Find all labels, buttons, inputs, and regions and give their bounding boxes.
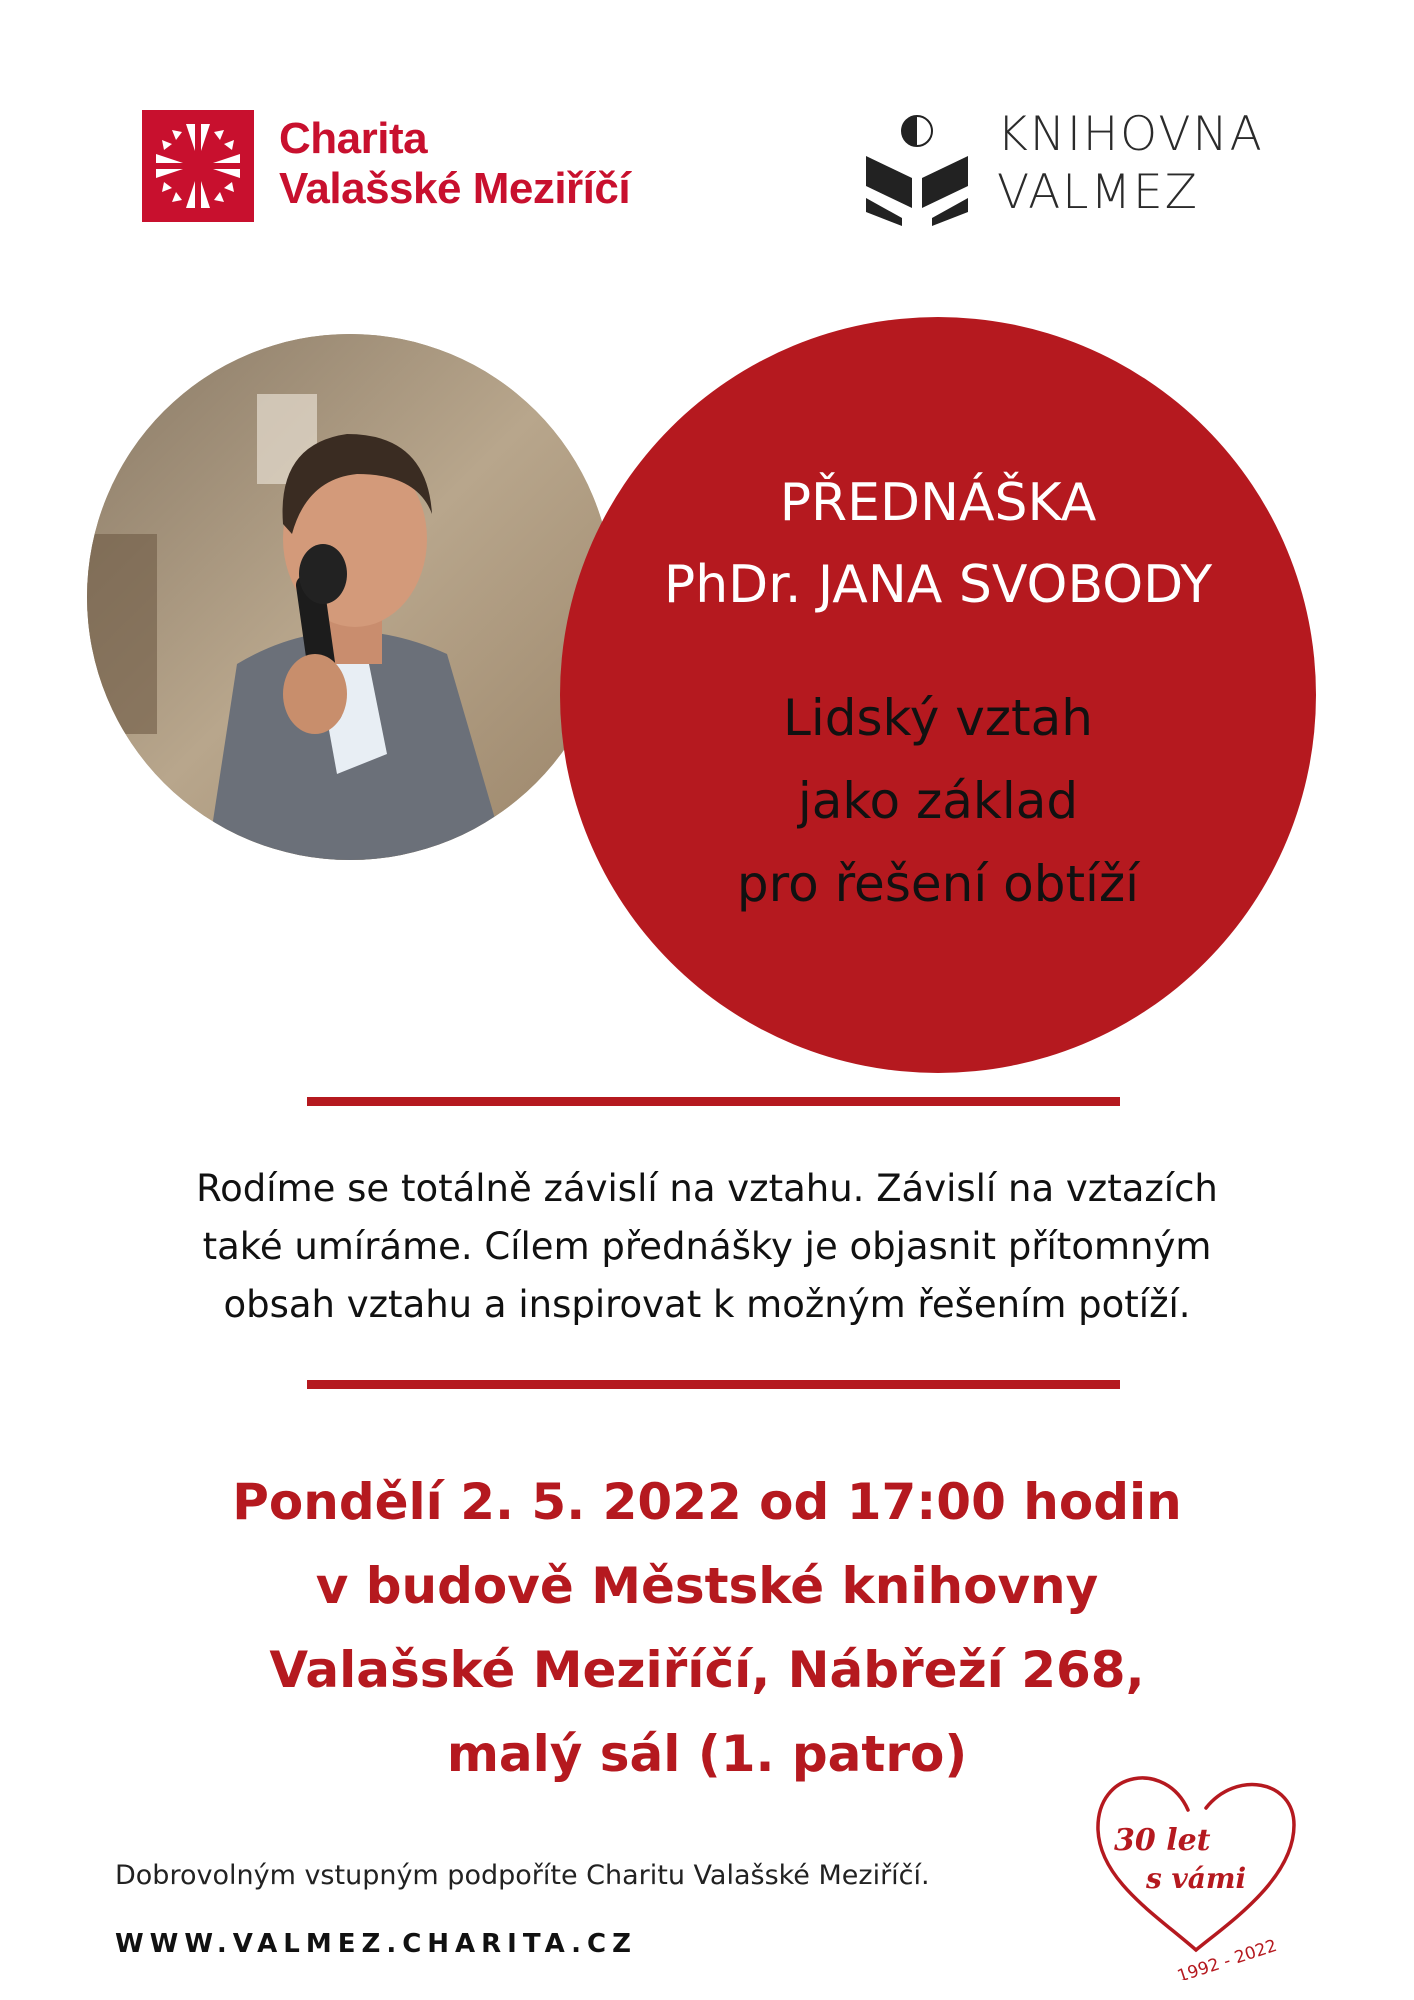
charita-cross-icon [142, 110, 254, 222]
description-line: Rodíme se totálně závislí na vztahu. Závislí na vztazích [196, 1167, 1218, 1210]
event-title-line: jako základ [797, 772, 1079, 830]
anniversary-heart-badge [1076, 1740, 1316, 1980]
donation-note: Dobrovolným vstupným podpoříte Charitu Valašské Meziříčí. [115, 1860, 930, 1891]
description-line: obsah vztahu a inspirovat k možným řešením potíží. [223, 1283, 1191, 1326]
event-label: PŘEDNÁŠKA [779, 473, 1097, 533]
divider-top [307, 1097, 1120, 1106]
event-title-line: pro řešení obtíží [736, 855, 1140, 913]
anniversary-line1: 30 let [1114, 1823, 1211, 1858]
event-title-line: Lidský vztah [783, 689, 1093, 747]
event-venue: v budově Městské knihovny [315, 1557, 1099, 1615]
event-date: Pondělí 2. 5. 2022 od 17:00 hodin [232, 1473, 1182, 1531]
charita-name-line2: Valašské Meziříčí [279, 164, 631, 213]
charita-logo [142, 110, 722, 222]
book-reader-icon [862, 108, 972, 228]
website-link[interactable]: WWW.VALMEZ.CHARITA.CZ [115, 1929, 637, 1959]
heart-icon [1076, 1740, 1316, 1980]
event-room: malý sál (1. patro) [446, 1725, 968, 1783]
event-address: Valašské Meziříčí, Nábřeží 268, [269, 1641, 1145, 1699]
divider-bottom [307, 1380, 1120, 1389]
knihovna-logo [862, 108, 1262, 228]
speaker-name: PhDr. JANA SVOBODY [663, 555, 1213, 615]
charita-name-line1: Charita [279, 114, 428, 163]
anniversary-line2: s vámi [1146, 1862, 1247, 1895]
description-line: také umíráme. Cílem přednášky je objasnit přítomným [202, 1225, 1212, 1268]
speaker-portrait [87, 334, 613, 860]
anniversary-years: 1992 - 2022 [1174, 1935, 1280, 1980]
knihovna-name-line1: KNIHOVNA [997, 107, 1264, 162]
knihovna-name-line2: VALMEZ [997, 165, 1199, 220]
